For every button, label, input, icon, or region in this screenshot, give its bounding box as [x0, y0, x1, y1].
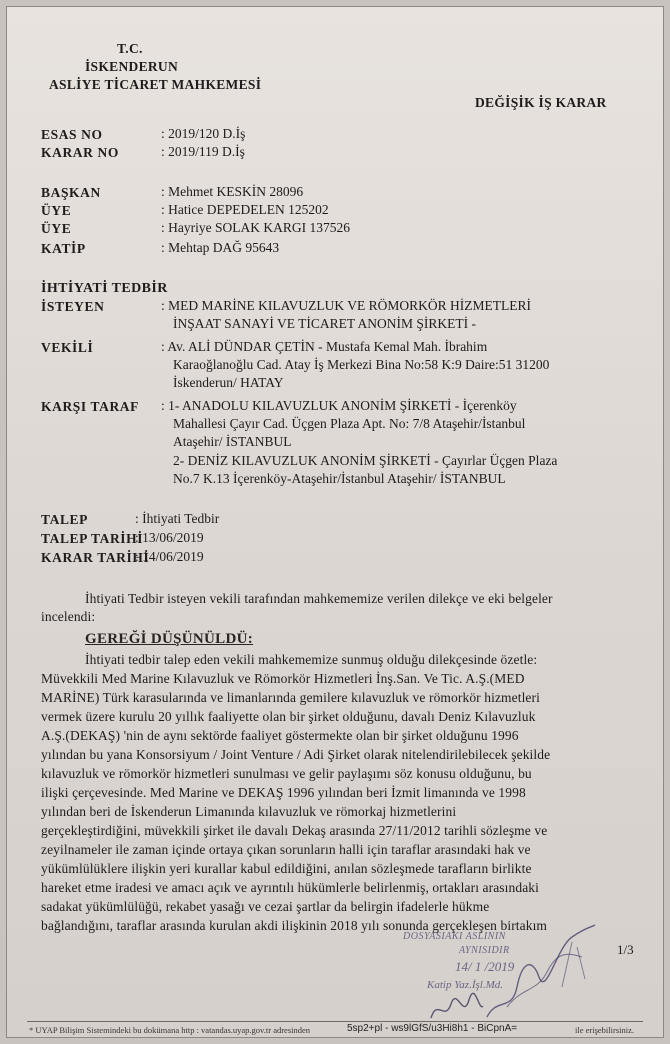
- stamp-line-2: AYNISIDIR: [459, 945, 510, 956]
- uye2-value: : Hayriye SOLAK KARGI 137526: [161, 220, 350, 235]
- section-title: İHTİYATİ TEDBİR: [41, 281, 168, 296]
- vekili-line-1: : Av. ALİ DÜNDAR ÇETİN - Mustafa Kemal Mah. İbrahim: [161, 339, 488, 354]
- document-type: DEĞİŞİK İŞ KARAR: [475, 95, 607, 110]
- karar-tarihi-label: KARAR TARİHİ: [41, 550, 150, 565]
- stamp-line-3: 14/ 1 /2019: [455, 959, 515, 974]
- karsi-line-2: Mahallesi Çayır Cad. Üçgen Plaza Apt. No: 7/8 Ataşehir/İstanbul: [173, 416, 526, 431]
- vekili-line-3: İskenderun/ HATAY: [173, 375, 284, 390]
- signature-mark: [477, 917, 607, 1027]
- katip-value: : Mehtap DAĞ 95643: [161, 240, 280, 255]
- footer-note: * UYAP Bilişim Sistemindeki bu dokümana http : vatandas.uyap.gov.tr adresinden: [29, 1025, 311, 1035]
- katip-label: KATİP: [41, 241, 86, 256]
- karsi-line-4: 2- DENİZ KILAVUZLUK ANONİM ŞİRKETİ - Çayırlar Üçgen Plaza: [173, 453, 558, 468]
- footer-code: 5sp2+pl - ws9lGfS/u3Hi8h1 - BiCpnA=: [347, 1023, 518, 1034]
- body-line: İhtiyati tedbir talep eden vekili mahkememize sunmuş olduğu dilekçesinde özetle:: [85, 652, 538, 667]
- body-line: yılından bu yana Konsorsiyum / Joint Venture / Adi Şirket olarak nitelendirilebilecek şekilde: [41, 747, 551, 762]
- body-line: vermek üzere kurulu 20 yıllık faaliyette olan bir şirket olduğunu, davalı Deniz Kılavuzluk: [41, 709, 536, 724]
- uye2-label: ÜYE: [41, 221, 72, 236]
- body-line: kılavuzluk ve römorkör hizmetleri sunulması ve gelir paylaşımı söz konusu olduğunu, bu: [41, 766, 532, 781]
- talep-tarihi-label: TALEP TARİHİ: [41, 531, 144, 546]
- intro-line-2: incelendi:: [41, 609, 96, 624]
- karsi-line-3: Ataşehir/ İSTANBUL: [173, 434, 292, 449]
- isteyen-line-2: İNŞAAT SANAYİ VE TİCARET ANONİM ŞİRKETİ -: [173, 316, 477, 331]
- karsi-label: KARŞI TARAF: [41, 399, 139, 414]
- footer-rule: [27, 1021, 643, 1022]
- baskan-label: BAŞKAN: [41, 185, 101, 200]
- isteyen-line-1: : MED MARİNE KILAVUZLUK VE RÖMORKÖR HİZMETLERİ: [161, 298, 531, 313]
- body-line: hareket etme iradesi ve amacı açık ve ayrıntılı hükümlerle belirlenmiş, ortakları arasındaki: [41, 880, 540, 895]
- talep-tarihi-value: : 13/06/2019: [135, 530, 204, 545]
- body-line: zeyilnameler ile zaman içinde ortaya çıkan sorunların halli için taraflar arasındaki hak ve: [41, 842, 531, 857]
- body-line: Müvekkili Med Marine Kılavuzluk ve Römorkör Hizmetleri İnş.San. Ve Tic. A.Ş.(MED: [41, 671, 525, 686]
- karar-label: KARAR NO: [41, 145, 119, 160]
- document-page: [6, 6, 664, 1038]
- body-line: gerçekleştirdiğini, müvekkili şirket ile davalı Dekaş arasında 27/11/2012 tarihli sözleşme ve: [41, 823, 548, 838]
- body-line: bağlandığını, taraflar arasında kurulan akdi ilişkinin 2018 yılı sonunda gerçekleşen birtakım: [41, 918, 548, 933]
- stamp-line-1: DOSYASIAKI ASLININ: [403, 931, 506, 942]
- karsi-line-5: No.7 K.13 İçerenköy-Ataşehir/İstanbul Ataşehir/ İSTANBUL: [173, 471, 506, 486]
- vekili-line-2: Karaoğlanoğlu Cad. Atay İş Merkezi Bina No:58 K:9 Daire:51 31200: [173, 357, 550, 372]
- decision-heading: GEREĞİ DÜŞÜNÜLDÜ:: [85, 631, 254, 647]
- baskan-value: : Mehmet KESKİN 28096: [161, 184, 304, 199]
- stamp-line-4: Katip Yaz.İşl.Md.: [427, 979, 504, 991]
- karsi-line-1: : 1- ANADOLU KILAVUZLUK ANONİM ŞİRKETİ - İçerenköy: [161, 398, 517, 413]
- intro-line-1: İhtiyati Tedbir isteyen vekili tarafından mahkememize verilen dilekçe ve eki belgeler: [85, 591, 553, 606]
- body-line: A.Ş.(DEKAŞ) 'nin de aynı sektörde faaliyet göstermekte olan bir şirket olduğunu 1996: [41, 728, 519, 743]
- signature-mark: [427, 992, 487, 1024]
- body-line: ilişki çerçevesinde. Med Marine ve DEKAŞ 1996 yılından beri İzmit limanında ve 1998: [41, 785, 526, 800]
- esas-value: : 2019/120 D.İş: [161, 126, 246, 141]
- talep-label: TALEP: [41, 512, 89, 527]
- talep-value: : İhtiyati Tedbir: [135, 511, 220, 526]
- uye1-value: : Hatice DEPEDELEN 125202: [161, 202, 329, 217]
- footer-right: ile erişebilirsiniz.: [575, 1025, 635, 1035]
- page-number: 1/3: [617, 942, 634, 957]
- header-court: ASLİYE TİCARET MAHKEMESİ: [49, 77, 262, 92]
- header-tc: T.C.: [117, 41, 143, 56]
- esas-label: ESAS NO: [41, 127, 103, 142]
- uye1-label: ÜYE: [41, 203, 72, 218]
- body-line: yılından beri de İskenderun Limanında kılavuzluk ve römorkaj hizmetlerini: [41, 804, 457, 819]
- vekili-label: VEKİLİ: [41, 340, 94, 355]
- body-line: MARİNE) Türk karasularında ve limanlarında gemilere kılavuzluk ve römorkör hizmetleri: [41, 690, 540, 705]
- karar-tarihi-value: : 14/06/2019: [135, 549, 204, 564]
- body-line: yükümlülüklere ilişkin yeri kurallar kabul edildiğini, anılan sözleşmede tarafların birlikte: [41, 861, 532, 876]
- karar-value: : 2019/119 D.İş: [161, 144, 245, 159]
- isteyen-label: İSTEYEN: [41, 299, 105, 314]
- body-line: sadakat yükümlülüğü, rekabet yasağı ve cezai şartlar da belirgin ifadelerle hükme: [41, 899, 490, 914]
- header-city: İSKENDERUN: [85, 59, 179, 74]
